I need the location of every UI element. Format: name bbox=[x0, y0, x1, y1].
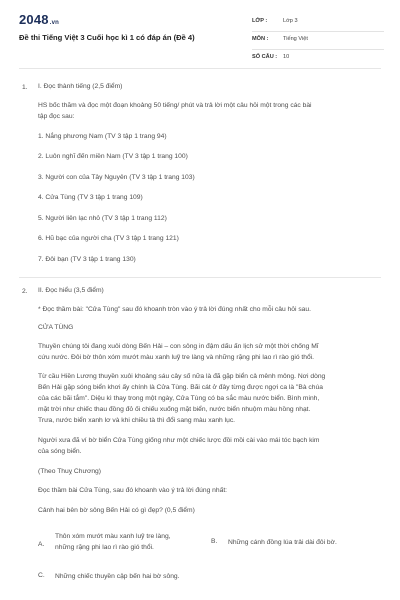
meta-label: LỚP : bbox=[252, 18, 268, 24]
story-line: của các bãi tắm". Diệu kì thay trong một ngày, Cửa Tùng có ba sắc màu nước biển. Bình minh, bbox=[38, 395, 320, 402]
site-logo[interactable] bbox=[19, 12, 59, 27]
logo-main: 2048 bbox=[19, 12, 49, 27]
meta-label: SỐ CÂU : bbox=[252, 54, 278, 60]
meta-value: Lớp 3 bbox=[283, 18, 298, 24]
story-line: mặt trời như chiếc thau đồng đỏ ối chiếu xuống mặt biển, nước biển nhuộm màu hồng nhạt. bbox=[38, 406, 311, 413]
intro-line: HS bốc thăm và đọc một đoạn khoảng 50 tiếng/ phút và trả lời một câu hỏi một trong các bài bbox=[38, 102, 312, 109]
page-header bbox=[0, 0, 400, 70]
reading-item: 7. Đôi bạn (TV 3 tập 1 trang 130) bbox=[38, 256, 136, 263]
meta-row-question-count bbox=[252, 50, 384, 67]
option-b-letter[interactable]: B. bbox=[211, 538, 218, 545]
story-line: Từ cầu Hiền Lương thuyền xuôi khoảng sáu cây số nữa là đã gặp biển cả mênh mông. Nơi dòng bbox=[38, 373, 326, 380]
intro-line: tập đọc sau: bbox=[38, 113, 75, 120]
reading-item: 6. Hũ bạc của người cha (TV 3 tập 1 trang 121) bbox=[38, 235, 179, 242]
logo-sub: .vn bbox=[49, 20, 60, 26]
question-text: Cảnh hai bên bờ sông Bến Hải có gì đẹp? (0,5 điểm) bbox=[38, 507, 195, 514]
reading-item: 4. Cửa Tùng (TV 3 tập 1 trang 109) bbox=[38, 194, 143, 201]
meta-label: MÔN : bbox=[252, 36, 269, 42]
question-number: 1. bbox=[22, 84, 28, 91]
reading-item: 3. Người con của Tây Nguyên (TV 3 tập 1 trang 103) bbox=[38, 174, 195, 181]
exam-meta-table bbox=[252, 14, 384, 67]
story-line: của sóng biển. bbox=[38, 448, 82, 455]
meta-value: Tiếng Việt bbox=[283, 36, 308, 42]
story-line: Trưa, nước biển xanh lơ và khi chiều tà thì đổi sang màu xanh lục. bbox=[38, 417, 236, 424]
reading-item: 1. Nắng phương Nam (TV 3 tập 1 trang 94) bbox=[38, 133, 167, 140]
header-divider bbox=[19, 68, 381, 69]
section-heading: I. Đọc thành tiếng (2,5 điểm) bbox=[38, 83, 123, 90]
option-c-text[interactable]: Những chiếc thuyền cập bến hai bờ sông. bbox=[55, 573, 180, 580]
meta-row-class bbox=[252, 14, 384, 32]
question-number: 2. bbox=[22, 288, 28, 295]
meta-value: 10 bbox=[283, 54, 290, 60]
meta-row-subject bbox=[252, 32, 384, 50]
option-a-text[interactable]: Thôn xóm mướt màu xanh luỹ tre làng, bbox=[55, 533, 171, 540]
option-b-text[interactable]: Những cánh đồng lúa trải dài đôi bờ. bbox=[228, 539, 337, 546]
option-c-letter[interactable]: C. bbox=[38, 572, 45, 579]
section-divider bbox=[19, 277, 381, 278]
option-a-text[interactable]: những rặng phi lao rì rào gió thổi. bbox=[55, 544, 154, 551]
option-a-letter[interactable]: A. bbox=[38, 541, 45, 548]
reading-item: 2. Luôn nghĩ đến miền Nam (TV 3 tập 1 trang 100) bbox=[38, 153, 188, 160]
story-line: cứu nước. Đôi bờ thôn xóm mướt màu xanh luỹ tre làng và những rặng phi lao rì rào gió thổi. bbox=[38, 354, 315, 361]
section-heading: II. Đọc hiểu (3,5 điểm) bbox=[38, 287, 104, 294]
story-title: CỬA TÙNG bbox=[38, 324, 74, 331]
exam-title: Đề thi Tiếng Việt 3 Cuối học kì 1 có đáp án (Đề 4) bbox=[19, 33, 195, 42]
story-source: (Theo Thuỵ Chương) bbox=[38, 468, 102, 475]
story-line: Thuyền chúng tôi đang xuôi dòng Bến Hải – con sông in đậm dấu ấn lịch sử một thời chống Mĩ bbox=[38, 343, 319, 350]
instruction-text: * Đọc thầm bài: "Cửa Tùng" sau đó khoanh tròn vào ý trả lời đúng nhất cho mỗi câu hỏi sau. bbox=[38, 306, 311, 313]
story-line: Người xưa đã ví bờ biển Cửa Tùng giống như một chiếc lược đồi mồi cài vào mái tóc bạch kim bbox=[38, 437, 320, 444]
instruction-text: Đọc thầm bài Cửa Tùng, sau đó khoanh vào ý trả lời đúng nhất: bbox=[38, 487, 228, 494]
story-line: Bến Hải gặp sóng biển khơi ấy chính là Cửa Tùng. Bãi cát ở đây từng được ngợi ca là "Bà chúa bbox=[38, 384, 323, 391]
reading-item: 5. Người liên lạc nhỏ (TV 3 tập 1 trang 112) bbox=[38, 215, 167, 222]
